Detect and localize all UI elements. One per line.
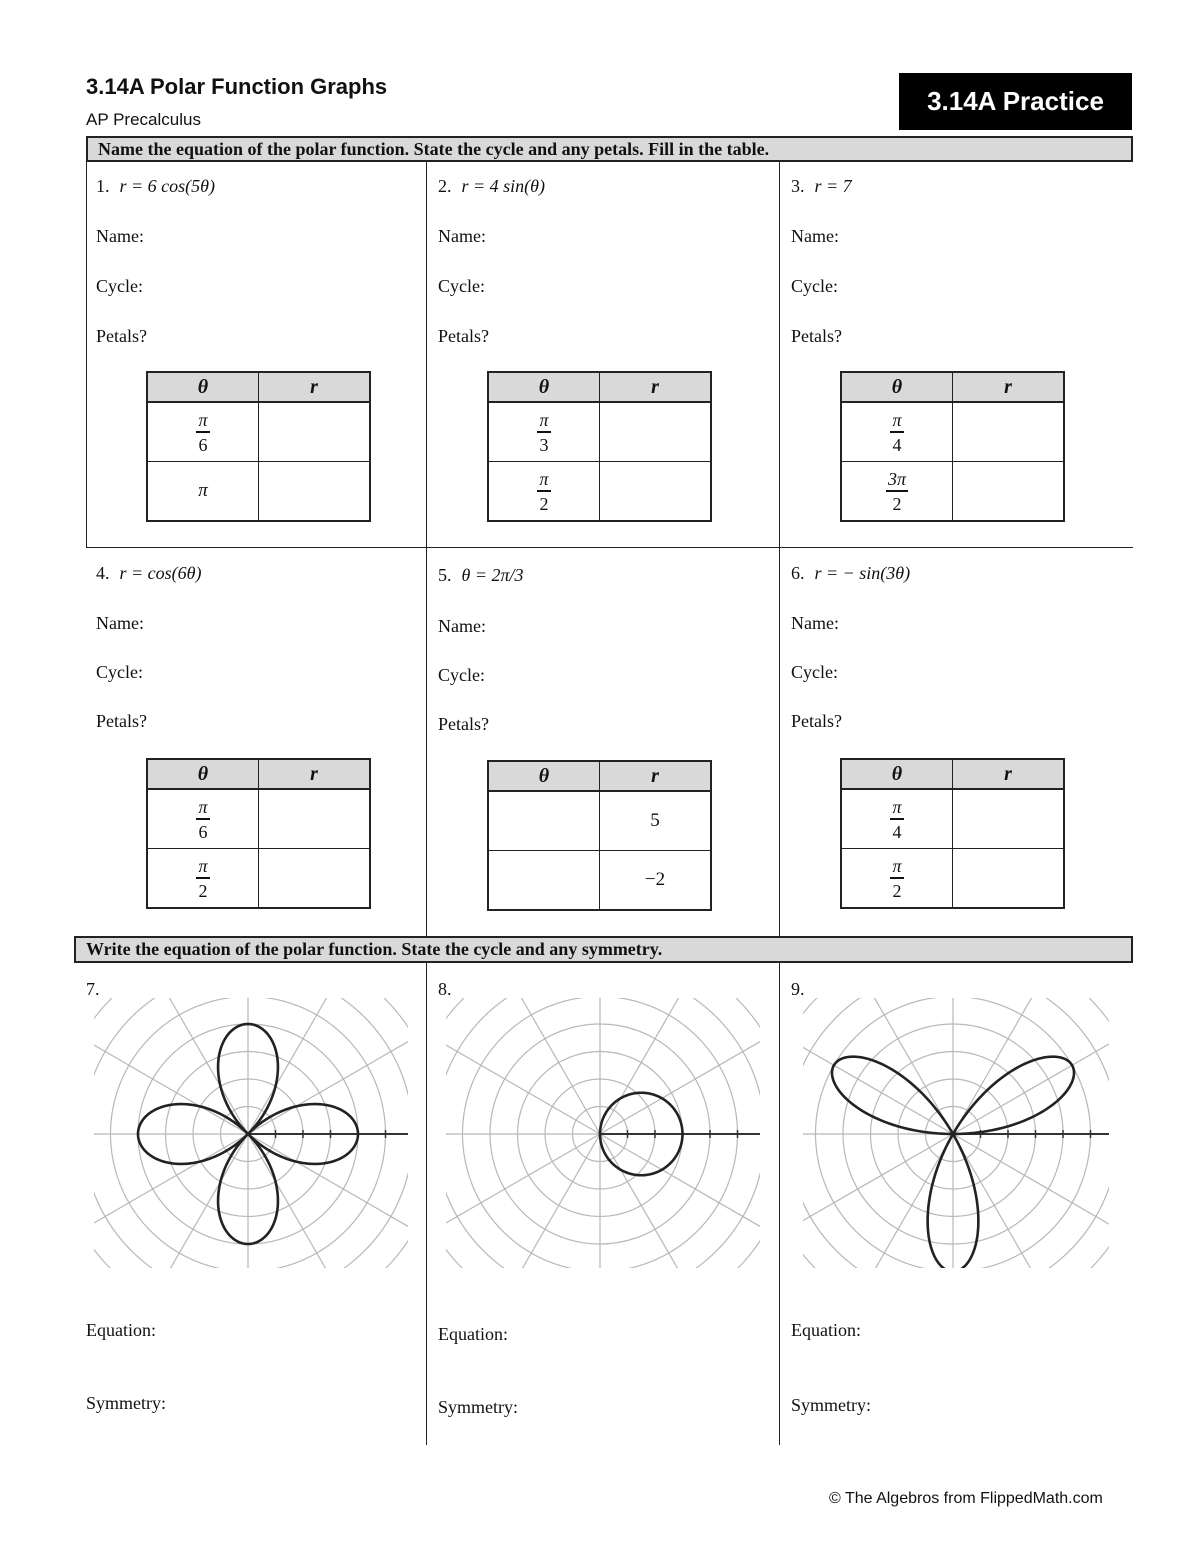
petals-label: Petals? [96, 326, 147, 346]
grid-spoke [446, 998, 600, 1134]
problem-7-number: 7. [86, 979, 100, 999]
fraction: $\frac{\pi}{2}$ [539, 469, 549, 514]
grid-spoke [953, 998, 1109, 1134]
grid-spoke [953, 998, 1109, 1134]
r-cell[interactable] [259, 462, 371, 522]
grid-spoke [94, 998, 248, 1134]
petals-label: Petals? [791, 326, 842, 346]
petals-label: Petals? [791, 711, 842, 731]
petals-label: Petals? [438, 326, 489, 346]
name-label: Name: [438, 616, 486, 636]
problem-3-header: 3. r = 7 [791, 176, 852, 196]
theta-cell [147, 402, 259, 462]
grid-divider [86, 162, 87, 547]
footer-copyright: © The Algebros from FlippedMath.com [829, 1490, 1103, 1507]
section2-instruction: Write the equation of the polar function. State the cycle and any symmetry. [74, 936, 1133, 963]
values-table [840, 758, 1065, 909]
theta-cell [488, 462, 600, 522]
theta-cell: π [147, 462, 259, 522]
equation-label: Equation: [438, 1324, 508, 1344]
values-table [840, 371, 1065, 522]
section1-instruction: Name the equation of the polar function. State the cycle and any petals. Fill in the table. [86, 136, 1133, 162]
table-row [841, 402, 1064, 462]
name-label: Name: [791, 613, 839, 633]
table-row [841, 789, 1064, 849]
r-cell[interactable] [953, 402, 1065, 462]
theta-header: θ [488, 372, 600, 402]
r-cell[interactable] [953, 789, 1065, 849]
name-label: Name: [96, 226, 144, 246]
r-cell[interactable] [259, 402, 371, 462]
r-header: r [259, 372, 371, 402]
r-header: r [259, 759, 371, 789]
problem-9-number: 9. [791, 979, 805, 999]
theta-cell[interactable] [488, 791, 600, 851]
theta-cell [488, 402, 600, 462]
r-cell[interactable] [953, 849, 1065, 909]
theta-cell [841, 462, 953, 522]
fraction: $\frac{\pi}{6}$ [198, 797, 208, 842]
grid-divider [426, 963, 427, 1445]
table-row [488, 462, 711, 522]
grid-spoke [446, 998, 600, 1134]
theta-cell[interactable] [488, 851, 600, 911]
page-title: 3.14A Polar Function Graphs [86, 74, 388, 99]
r-header: r [953, 372, 1065, 402]
table-row [147, 402, 370, 462]
table-row [488, 851, 711, 911]
problem-6-header: 6. r = − sin(3θ) [791, 563, 911, 583]
grid-divider [779, 963, 780, 1445]
fraction: $\frac{\pi}{3}$ [539, 410, 549, 455]
r-cell[interactable] [600, 462, 712, 522]
cycle-label: Cycle: [96, 276, 143, 296]
name-label: Name: [96, 613, 144, 633]
table-row [488, 402, 711, 462]
cycle-label: Cycle: [791, 276, 838, 296]
cycle-label: Cycle: [791, 662, 838, 682]
grid-divider [779, 162, 780, 936]
practice-badge: 3.14A Practice [899, 73, 1132, 130]
table-row [841, 849, 1064, 909]
theta-header: θ [147, 759, 259, 789]
theta-header: θ [488, 761, 600, 791]
name-label: Name: [438, 226, 486, 246]
problem-4-header: 4. r = cos(6θ) [96, 563, 202, 583]
theta-cell [147, 789, 259, 849]
symmetry-label: Symmetry: [86, 1393, 166, 1413]
theta-cell [841, 789, 953, 849]
r-header: r [953, 759, 1065, 789]
grid-divider [426, 162, 427, 936]
r-header: r [600, 761, 712, 791]
table-row [488, 791, 711, 851]
problem-5-header: 5. θ = 2π/3 [438, 565, 524, 585]
table-row [147, 849, 370, 909]
r-cell: −2 [600, 851, 712, 911]
fraction: $\frac{\pi}{2}$ [198, 856, 208, 901]
table-row [841, 462, 1064, 522]
values-table [487, 371, 712, 522]
symmetry-label: Symmetry: [438, 1397, 518, 1417]
grid-divider [86, 547, 1133, 548]
theta-cell [841, 402, 953, 462]
values-table [146, 758, 371, 909]
grid-spoke [94, 998, 248, 1134]
cycle-label: Cycle: [96, 662, 143, 682]
problem-1-header: 1. r = 6 cos(5θ) [96, 176, 215, 196]
theta-cell [841, 849, 953, 909]
theta-header: θ [841, 759, 953, 789]
fraction: $\frac{\pi}{4}$ [892, 410, 902, 455]
table-row [147, 789, 370, 849]
values-table [146, 371, 371, 522]
theta-cell [147, 849, 259, 909]
equation-label: Equation: [86, 1320, 156, 1340]
fraction: $\frac{\pi}{2}$ [892, 856, 902, 901]
fraction: $\frac{3\pi}{2}$ [887, 469, 907, 514]
cycle-label: Cycle: [438, 276, 485, 296]
values-table [487, 760, 712, 911]
name-label: Name: [791, 226, 839, 246]
page-subtitle: AP Precalculus [86, 110, 201, 129]
equation-label: Equation: [791, 1320, 861, 1340]
polar-graph-8 [446, 998, 760, 1268]
petals-label: Petals? [96, 711, 147, 731]
polar-graph-9 [803, 998, 1109, 1268]
fraction: $\frac{\pi}{6}$ [198, 410, 208, 455]
r-cell[interactable] [259, 789, 371, 849]
r-cell[interactable] [953, 462, 1065, 522]
cycle-label: Cycle: [438, 665, 485, 685]
symmetry-label: Symmetry: [791, 1395, 871, 1415]
theta-header: θ [147, 372, 259, 402]
problem-2-header: 2. r = 4 sin(θ) [438, 176, 545, 196]
petals-label: Petals? [438, 714, 489, 734]
r-cell: 5 [600, 791, 712, 851]
r-cell[interactable] [600, 402, 712, 462]
r-cell[interactable] [259, 849, 371, 909]
table-row [147, 462, 370, 522]
fraction: $\frac{\pi}{4}$ [892, 797, 902, 842]
polar-graph-7 [94, 998, 408, 1268]
problem-8-number: 8. [438, 979, 452, 999]
r-header: r [600, 372, 712, 402]
theta-header: θ [841, 372, 953, 402]
